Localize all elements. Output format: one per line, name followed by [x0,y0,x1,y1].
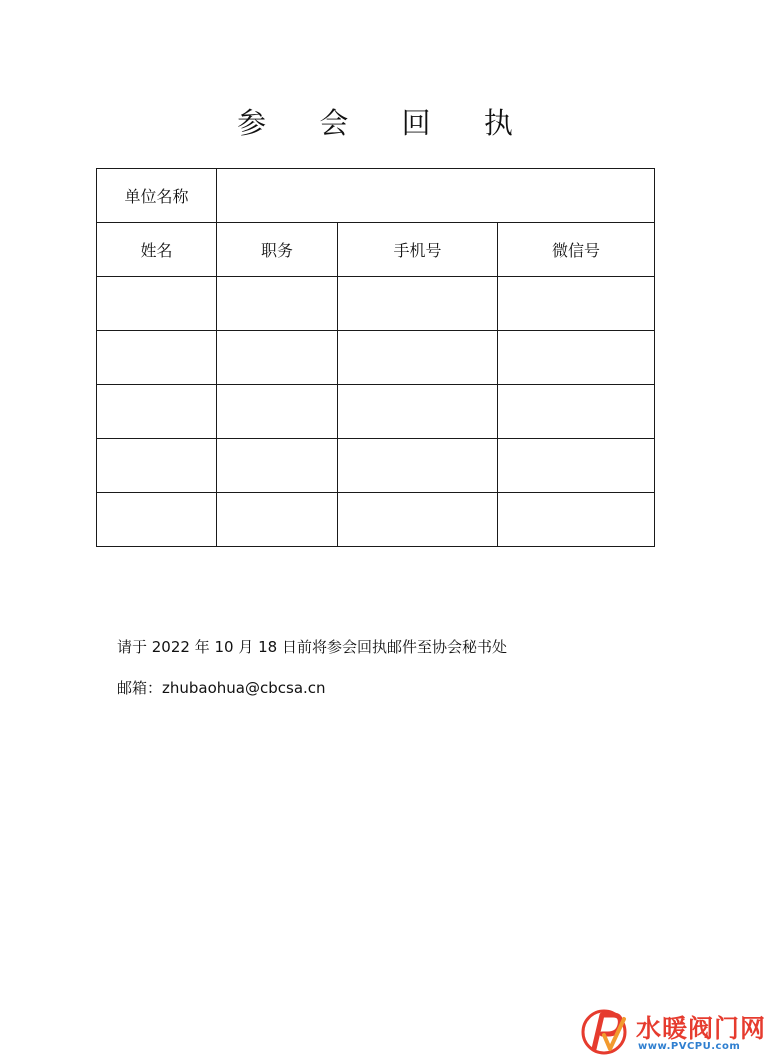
wechat-cell[interactable] [498,277,655,331]
wechat-cell[interactable] [498,331,655,385]
wechat-cell[interactable] [498,439,655,493]
position-cell[interactable] [217,277,338,331]
phone-cell[interactable] [338,493,498,547]
email-note: 邮箱：zhubaohua@cbcsa.cn [117,679,326,697]
header-name: 姓名 [97,223,217,277]
header-phone: 手机号 [338,223,498,277]
name-cell[interactable] [97,277,217,331]
position-cell[interactable] [217,439,338,493]
table-row [97,493,655,547]
table-row [97,277,655,331]
position-cell[interactable] [217,331,338,385]
position-cell[interactable] [217,385,338,439]
table-row [97,439,655,493]
watermark-site-url: www.PVCPU.com [638,1041,741,1052]
pv-logo-icon [580,1005,630,1057]
table-row [97,385,655,439]
phone-cell[interactable] [338,277,498,331]
table-row [97,331,655,385]
name-cell[interactable] [97,385,217,439]
phone-cell[interactable] [338,439,498,493]
receipt-form-table [96,168,655,547]
header-wechat: 微信号 [498,223,655,277]
wechat-cell[interactable] [498,493,655,547]
name-cell[interactable] [97,331,217,385]
name-cell[interactable] [97,439,217,493]
unit-name-field[interactable] [217,169,655,223]
unit-row [97,169,655,223]
phone-cell[interactable] [338,331,498,385]
wechat-cell[interactable] [498,385,655,439]
submission-notes [117,636,507,718]
header-position: 职务 [217,223,338,277]
name-cell[interactable] [97,493,217,547]
watermark-site-name: 水暖阀门网 [636,1014,766,1043]
phone-cell[interactable] [338,385,498,439]
deadline-note: 请于 2022 年 10 月 18 日前将参会回执邮件至协会秘书处 [117,638,507,656]
unit-name-label: 单位名称 [97,169,217,223]
site-watermark [580,1003,766,1059]
page-title: 参 会 回 执 [237,106,535,141]
header-row [97,223,655,277]
position-cell[interactable] [217,493,338,547]
